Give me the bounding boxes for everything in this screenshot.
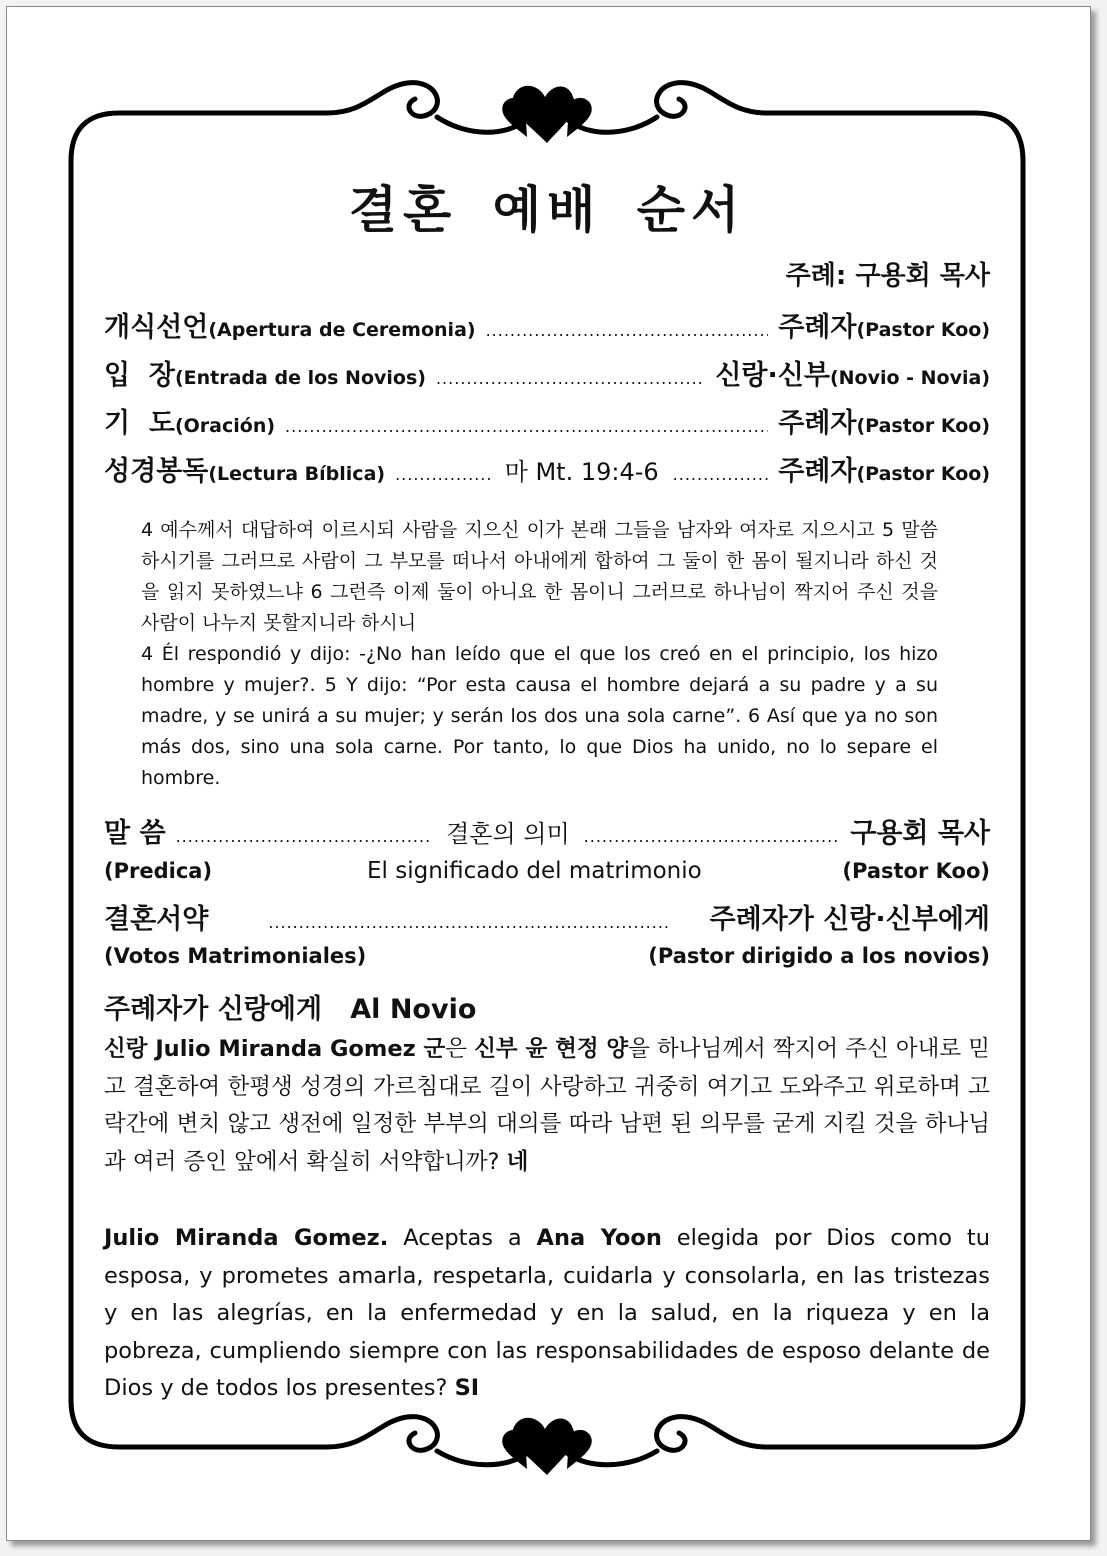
item-ko: 성경봉독 xyxy=(104,456,209,487)
leader-dots xyxy=(395,465,491,484)
leader-dots xyxy=(285,417,768,436)
item-ko: 입 장 xyxy=(104,360,175,391)
answer-ko: 네 xyxy=(506,1148,529,1175)
sermon-es: (Predica) xyxy=(104,859,213,883)
answer-es: SI xyxy=(454,1375,480,1401)
right-es: (Pastor Koo) xyxy=(856,463,990,485)
item-es: (Lectura Bíblica) xyxy=(208,463,386,485)
vow-text: elegida por Dios como tu esposa, y prometes amarla, respetarla, cuidarla y consolarla, en las tristezas y en las alegrías, en la enfermedad y en la salud, en la riqueza y en la pobreza, cumpliendo siempre con las responsabilidades de esposo delante de Dios y de todos los presentes? xyxy=(104,1225,990,1401)
leader-dots xyxy=(486,321,769,340)
sermon-row xyxy=(104,811,990,851)
right-es: (Pastor Koo) xyxy=(856,415,990,437)
vow-text: 을 하나님께서 짝지어 주신 아내로 믿고 결혼하여 한평생 성경의 가르침대로 길이 사랑하고 귀중히 여기고 도와주고 위로하며 고락간에 변치 않고 생전에 일정한 부부의 대의를 따라 남편 된 의무를 굳게 지킬 것을 하나님과 여러 증인 앞에서 확실히 서약합니까? xyxy=(104,1036,990,1175)
officiant-label: 주례: 구용회 목사 xyxy=(785,261,990,291)
program-sheet xyxy=(6,6,1091,1541)
item-es: (Apertura de Ceremonia) xyxy=(208,319,476,341)
vows-row xyxy=(104,897,990,937)
sermon-speaker-es: (Pastor Koo) xyxy=(842,859,990,883)
program-row-prayer xyxy=(104,401,990,441)
right-ko: 주례자 xyxy=(778,456,857,487)
leader-dots xyxy=(268,913,669,932)
item-es: (Oración) xyxy=(174,415,276,437)
right-es: (Novio - Novia) xyxy=(829,367,990,389)
vow-korean xyxy=(104,1031,990,1181)
item-ko: 개식선언 xyxy=(104,312,209,343)
vow-spanish xyxy=(104,1220,990,1408)
sermon-speaker-ko: 구용회 목사 xyxy=(850,818,991,849)
to-groom-heading xyxy=(104,987,476,1026)
right-ko: 주례자 xyxy=(778,408,857,439)
sermon-topic-es: El significado del matrimonio xyxy=(367,858,702,884)
bride-name-ko: 신부 윤 현정 양 xyxy=(474,1036,629,1062)
sermon-topic-ko: 결혼의 의미 xyxy=(446,820,570,848)
scripture-reference: 마 Mt. 19:4-6 xyxy=(504,458,659,486)
scripture-spanish: 4 Él respondió y dijo: -¿No han leído que el que los creó en el principio, los hizo hombre y mujer?. 5 Y dijo: “Por esta causa el hombre dejará a su padre y a su madre, y se unirá a su mujer; y serán los dos una sola carne”. 6 Así que ya no son más dos, sino una sola carne. Por tanto, lo que Dios ha unido, no lo separe el hombre. xyxy=(141,643,938,789)
vows-ko: 결혼서약 xyxy=(104,904,209,935)
groom-name-es: Julio Miranda Gomez. xyxy=(104,1225,389,1251)
leader-dots xyxy=(673,465,769,484)
program-row-opening xyxy=(104,305,990,345)
program-row-entrance xyxy=(104,353,990,393)
sermon-ko: 말 씀 xyxy=(104,818,166,849)
item-es: (Entrada de los Novios) xyxy=(174,367,426,389)
vows-right-ko: 주례자가 신랑·신부에게 xyxy=(709,904,990,935)
scripture-text xyxy=(141,515,938,794)
vow-text: 은 xyxy=(445,1036,475,1062)
right-ko: 신랑·신부 xyxy=(715,360,830,391)
scripture-korean: 4 예수께서 대답하여 이르시되 사람을 지으신 이가 본래 그들을 남자와 여자로 지으시고 5 말씀하시기를 그러므로 사람이 그 부모를 떠나서 아내에게 합하여 그 둘이 한 몸이 될지니라 하신 것을 읽지 못하였느냐 6 그런즉 이제 둘이 아니요 한 몸이니 그러므로 하나님이 짝지어 주신 것을 사람이 나누지 못할지니라 하시니 xyxy=(141,519,938,634)
to-groom-heading-ko: 주례자가 신랑에게 xyxy=(104,994,323,1025)
right-ko: 주례자 xyxy=(778,312,857,343)
leader-dots xyxy=(436,369,705,388)
bride-name-es: Ana Yoon xyxy=(536,1225,662,1251)
program-row-reading xyxy=(104,449,990,489)
vow-text: Aceptas a xyxy=(388,1225,537,1251)
page-title: 결혼 예배 순서 xyxy=(348,181,746,239)
leader-dots xyxy=(176,827,433,846)
leader-dots xyxy=(584,827,841,846)
vows-right-es: (Pastor dirigido a los novios) xyxy=(648,944,990,968)
right-es: (Pastor Koo) xyxy=(856,319,990,341)
vows-es: (Votos Matrimoniales) xyxy=(104,944,367,968)
to-groom-heading-es: Al Novio xyxy=(350,994,477,1025)
item-ko: 기 도 xyxy=(104,408,175,439)
groom-name-ko: 신랑 Julio Miranda Gomez 군 xyxy=(104,1036,446,1062)
